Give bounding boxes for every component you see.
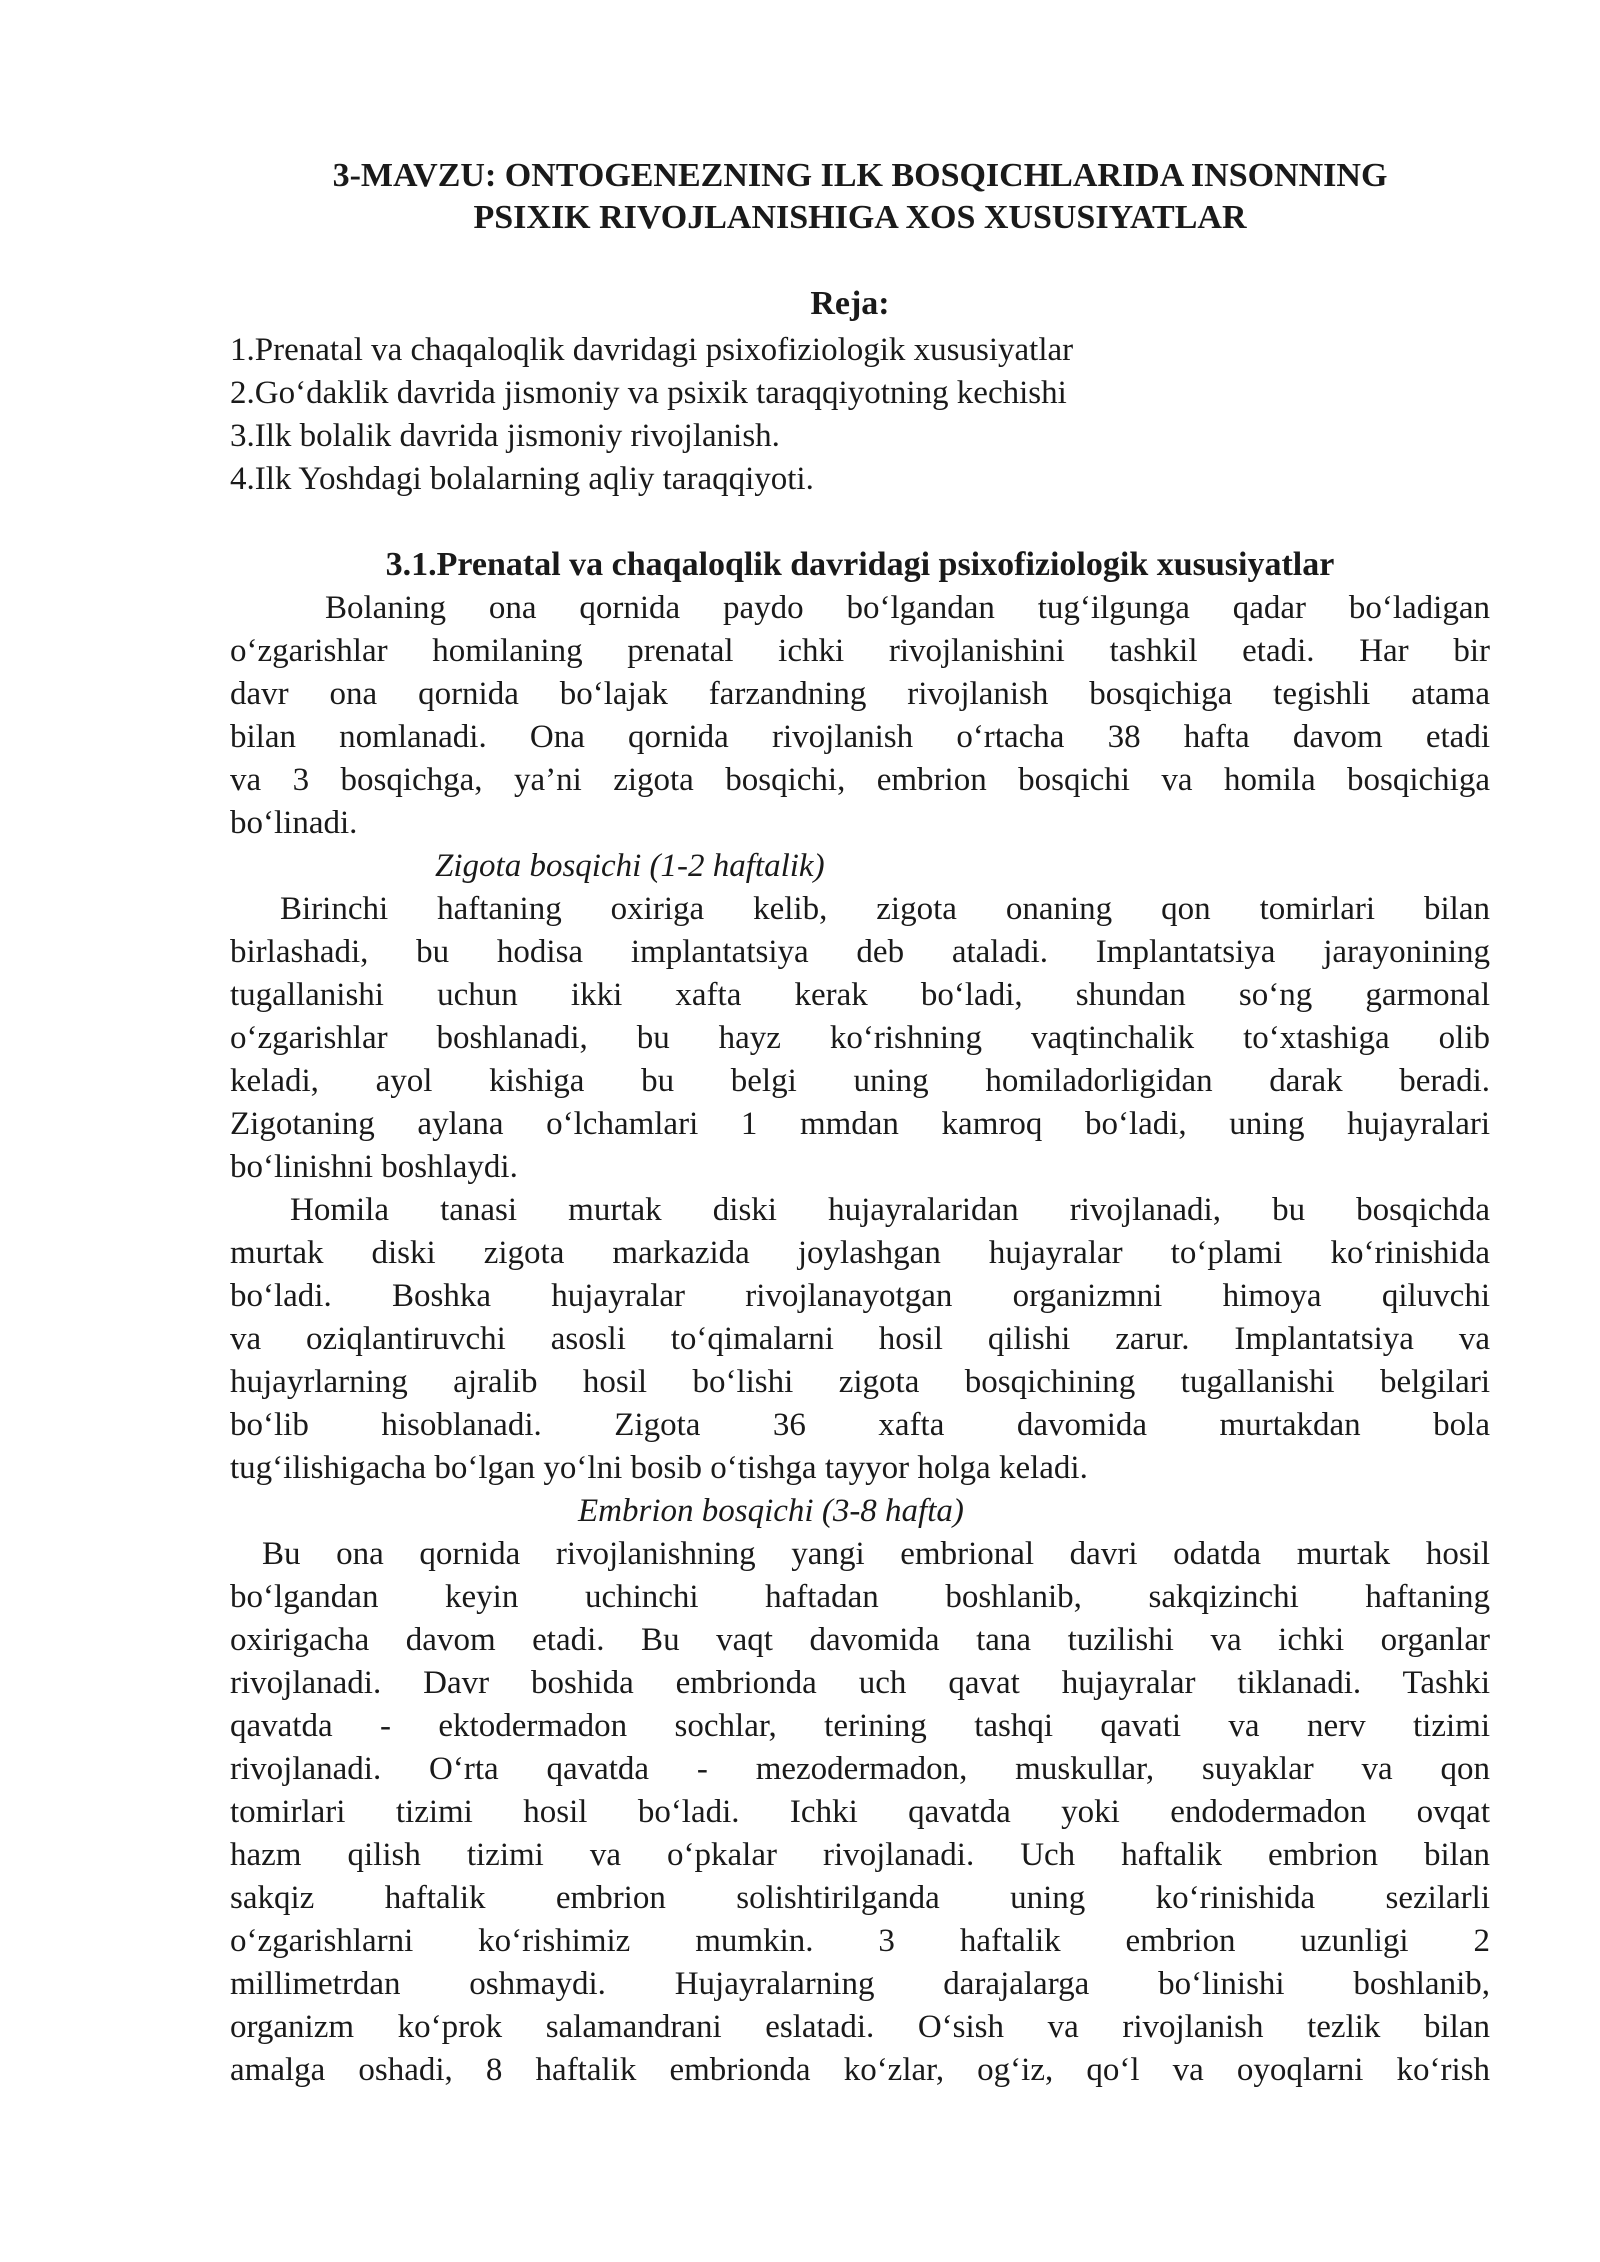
paragraph-line: davr ona qornida bo‘lajak farzandning rivojlanish bosqichiga tegishli atama [230, 676, 1490, 712]
paragraph-line: Zigotaning aylana o‘lchamlari 1 mmdan kamroq bo‘ladi, uning hujayralari [230, 1106, 1490, 1142]
plan-item: 3.Ilk bolalik davrida jismoniy rivojlanish. [230, 418, 780, 454]
paragraph-line: tomirlari tizimi hosil bo‘ladi. Ichki qavatda yoki endodermadon ovqat [230, 1794, 1490, 1830]
paragraph-line: sakqiz haftalik embrion solishtirilganda uning ko‘rinishida sezilarli [230, 1880, 1490, 1916]
paragraph-line: o‘zgarishlar boshlanadi, bu hayz ko‘rishning vaqtinchalik to‘xtashiga olib [230, 1020, 1490, 1056]
paragraph-line: va 3 bosqichga, ya’ni zigota bosqichi, embrion bosqichi va homila bosqichiga [230, 762, 1490, 798]
plan-heading: Reja: [810, 285, 890, 322]
paragraph-line: qavatda - ektodermadon sochlar, terining tashqi qavati va nerv tizimi [230, 1708, 1490, 1744]
paragraph-line: tug‘ilishigacha bo‘lgan yo‘lni bosib o‘tishga tayyor holga keladi. [230, 1450, 1088, 1486]
subsection-heading-embrion: Embrion bosqichi (3-8 hafta) [578, 1493, 964, 1529]
paragraph-line: bo‘lib hisoblanadi. Zigota 36 xafta davomida murtakdan bola [230, 1407, 1490, 1443]
document-title-line-2: PSIXIK RIVOJLANISHIGA XOS XUSUSIYATLAR [473, 199, 1247, 236]
paragraph-line: bo‘ladi. Boshka hujayralar rivojlanayotgan organizmni himoya qiluvchi [230, 1278, 1490, 1314]
section-heading: 3.1.Prenatal va chaqaloqlik davridagi psixofiziologik xususiyatlar [385, 546, 1335, 583]
paragraph-line: o‘zgarishlar homilaning prenatal ichki rivojlanishini tashkil etadi. Har bir [230, 633, 1490, 669]
paragraph-line: keladi, ayol kishiga bu belgi uning homiladorligidan darak beradi. [230, 1063, 1490, 1099]
paragraph-line: Homila tanasi murtak diski hujayralaridan rivojlanadi, bu bosqichda [290, 1192, 1490, 1228]
paragraph-line: rivojlanadi. O‘rta qavatda - mezodermadon, muskullar, suyaklar va qon [230, 1751, 1490, 1787]
paragraph-line: organizm ko‘prok salamandrani eslatadi. O‘sish va rivojlanish tezlik bilan [230, 2009, 1490, 2045]
paragraph-line: oxirigacha davom etadi. Bu vaqt davomida tana tuzilishi va ichki organlar [230, 1622, 1490, 1658]
paragraph-line: va oziqlantiruvchi asosli to‘qimalarni hosil qilishi zarur. Implantatsiya va [230, 1321, 1490, 1357]
paragraph-line: Bu ona qornida rivojlanishning yangi embrional davri odatda murtak hosil [262, 1536, 1490, 1572]
paragraph-line: murtak diski zigota markazida joylashgan hujayralar to‘plami ko‘rinishida [230, 1235, 1490, 1271]
paragraph-line: amalga oshadi, 8 haftalik embrionda ko‘zlar, og‘iz, qo‘l va oyoqlarni ko‘rish [230, 2052, 1490, 2088]
paragraph-line: hazm qilish tizimi va o‘pkalar rivojlanadi. Uch haftalik embrion bilan [230, 1837, 1490, 1873]
paragraph-line: hujayrlarning ajralib hosil bo‘lishi zigota bosqichining tugallanishi belgilari [230, 1364, 1490, 1400]
paragraph-line: o‘zgarishlarni ko‘rishimiz mumkin. 3 haftalik embrion uzunligi 2 [230, 1923, 1490, 1959]
paragraph-line: rivojlanadi. Davr boshida embrionda uch qavat hujayralar tiklanadi. Tashki [230, 1665, 1490, 1701]
paragraph-line: Birinchi haftaning oxiriga kelib, zigota onaning qon tomirlari bilan [280, 891, 1490, 927]
plan-item: 2.Go‘daklik davrida jismoniy va psixik taraqqiyotning kechishi [230, 375, 1067, 411]
plan-item: 4.Ilk Yoshdagi bolalarning aqliy taraqqiyoti. [230, 461, 814, 497]
plan-item: 1.Prenatal va chaqaloqlik davridagi psixofiziologik xususiyatlar [230, 332, 1074, 368]
paragraph-line: birlashadi, bu hodisa implantatsiya deb ataladi. Implantatsiya jarayonining [230, 934, 1490, 970]
paragraph-line: bo‘lgandan keyin uchinchi haftadan boshlanib, sakqizinchi haftaning [230, 1579, 1490, 1615]
paragraph-line: bo‘linishni boshlaydi. [230, 1149, 518, 1185]
subsection-heading-zigota: Zigota bosqichi (1-2 haftalik) [435, 848, 825, 884]
paragraph-line: Bolaning ona qornida paydo bo‘lgandan tug‘ilgunga qadar bo‘ladigan [325, 590, 1490, 626]
paragraph-line: bo‘linadi. [230, 805, 358, 841]
paragraph-line: millimetrdan oshmaydi. Hujayralarning darajalarga bo‘linishi boshlanib, [230, 1966, 1490, 2002]
paragraph-line: bilan nomlanadi. Ona qornida rivojlanish o‘rtacha 38 hafta davom etadi [230, 719, 1490, 755]
paragraph-line: tugallanishi uchun ikki xafta kerak bo‘ladi, shundan so‘ng garmonal [230, 977, 1490, 1013]
document-title-line-1: 3-MAVZU: ONTOGENEZNING ILK BOSQICHLARIDA INSONNING [332, 157, 1388, 194]
